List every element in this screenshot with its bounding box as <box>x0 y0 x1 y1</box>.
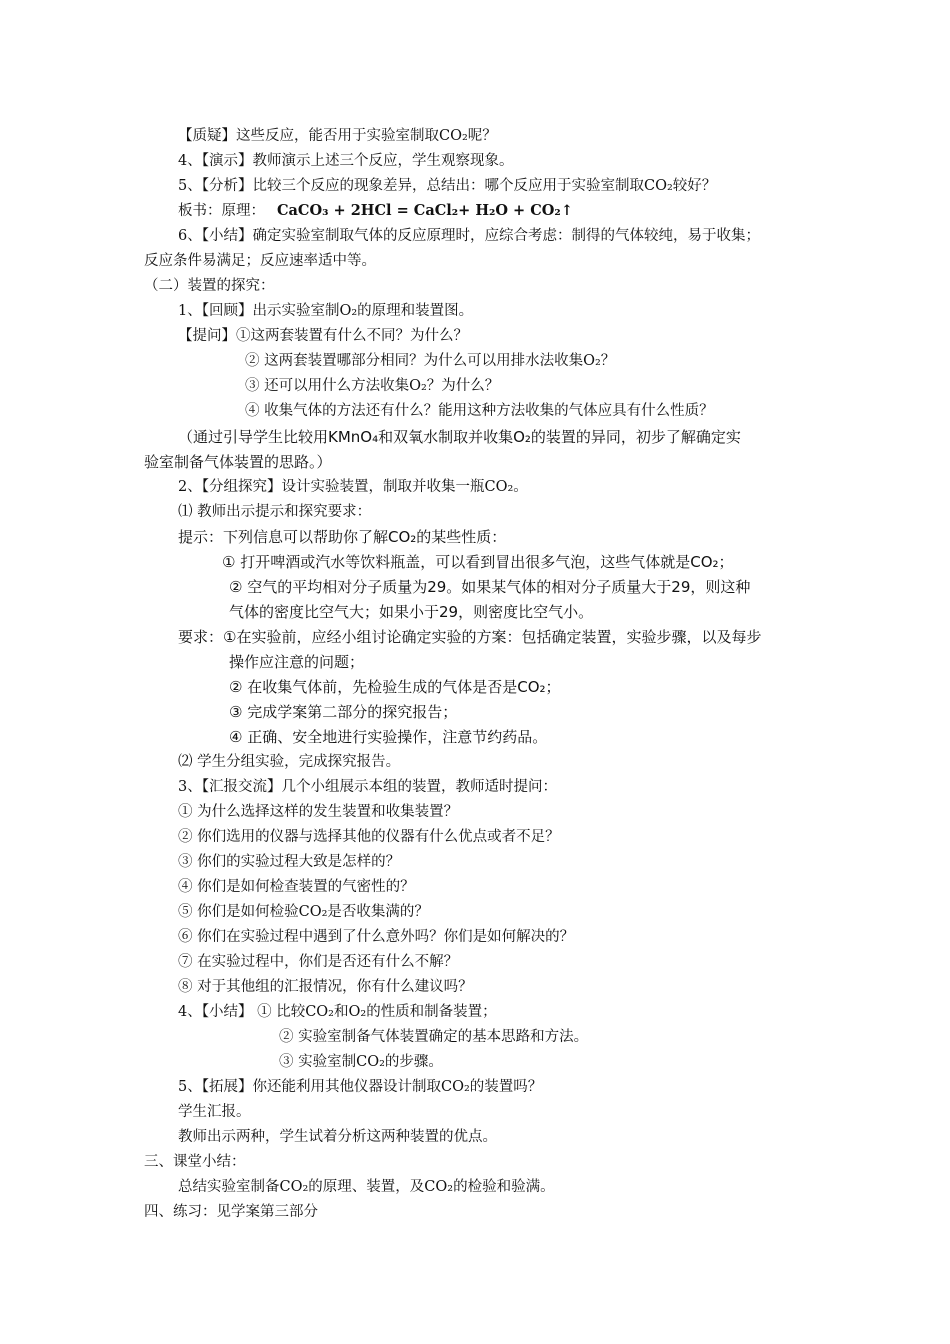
text-line: ① 为什么选择这样的发生装置和收集装置？ <box>178 804 459 820</box>
text-line: 要求：①在实验前，应经小组讨论确定实验的方案：包括确定装置，实验步骤，以及每步 <box>178 628 762 646</box>
text-line: 2、【分组探究】设计实验装置，制取并收集一瓶CO₂。 <box>178 479 528 495</box>
text-line: ⑧ 对于其他组的汇报情况，你有什么建议吗？ <box>178 979 473 995</box>
text-line: 板书：原理： <box>178 203 265 219</box>
section-heading: 四、练习：见学案第三部分 <box>144 1204 318 1220</box>
text-line: 学生汇报。 <box>178 1104 251 1120</box>
section-heading: 三、课堂小结： <box>144 1154 246 1170</box>
chemical-equation: CaCO₃ + 2HCl = CaCl₂+ H₂O + CO₂↑ <box>277 202 573 219</box>
text-line: 6、【小结】确定实验室制取气体的反应原理时，应综合考虑：制得的气体较纯，易于收集； <box>178 228 760 244</box>
text-line: ⑥ 你们在实验过程中遇到了什么意外吗？你们是如何解决的？ <box>178 929 575 945</box>
text-line: ① 打开啤酒或汽水等饮料瓶盖，可以看到冒出很多气泡，这些气体就是CO₂； <box>222 553 734 571</box>
text-line: ⑵ 学生分组实验，完成探究报告。 <box>178 754 401 770</box>
text-line: ② 空气的平均相对分子质量为29。如果某气体的相对分子质量大于29，则这种 <box>229 578 751 596</box>
text-line: ④ 正确、安全地进行实验操作，注意节约药品。 <box>229 728 548 746</box>
text-line: 3、【汇报交流】几个小组展示本组的装置，教师适时提问： <box>178 779 557 795</box>
text-line: 【质疑】这些反应，能否用于实验室制取CO₂呢？ <box>178 128 497 144</box>
text-line: 反应条件易满足；反应速率适中等。 <box>144 253 376 269</box>
section-heading: （二）装置的探究： <box>144 278 275 294</box>
text-line: ③ 完成学案第二部分的探究报告； <box>229 703 458 721</box>
text-line: 教师出示两种，学生试着分析这两种装置的优点。 <box>178 1129 497 1145</box>
text-line: ③ 实验室制CO₂的步骤。 <box>279 1054 443 1070</box>
text-line: ② 你们选用的仪器与选择其他的仪器有什么优点或者不足？ <box>178 829 560 845</box>
text-line: （通过引导学生比较用KMnO₄和双氧水制取并收集O₂的装置的异同，初步了解确定实 <box>178 428 741 446</box>
text-line: 验室制备气体装置的思路。） <box>144 453 332 471</box>
text-line: ② 这两套装置哪部分相同？为什么可以用排水法收集O₂？ <box>245 353 616 369</box>
text-line: ⑴ 教师出示提示和探究要求： <box>178 504 372 520</box>
text-line: ④ 收集气体的方法还有什么？能用这种方法收集的气体应具有什么性质？ <box>245 403 714 419</box>
text-line: 5、【拓展】你还能利用其他仪器设计制取CO₂的装置吗？ <box>178 1079 543 1095</box>
text-line: 提示：下列信息可以帮助你了解CO₂的某些性质： <box>178 528 507 546</box>
text-line: ② 在收集气体前，先检验生成的气体是否是CO₂； <box>229 678 561 696</box>
text-line: 5、【分析】比较三个反应的现象差异，总结出：哪个反应用于实验室制取CO₂较好？ <box>178 178 717 194</box>
text-line: ③ 你们的实验过程大致是怎样的？ <box>178 854 401 870</box>
text-line: 4、【演示】教师演示上述三个反应，学生观察现象。 <box>178 153 514 169</box>
text-line: ⑦ 在实验过程中，你们是否还有什么不解？ <box>178 954 459 970</box>
text-line: ④ 你们是如何检查装置的气密性的？ <box>178 879 415 895</box>
text-line: ⑤ 你们是如何检验CO₂是否收集满的？ <box>178 904 429 920</box>
text-line: 4、【小结】 ① 比较CO₂和O₂的性质和制备装置； <box>178 1004 497 1020</box>
text-line: 气体的密度比空气大；如果小于29，则密度比空气小。 <box>229 603 594 621</box>
text-line: 操作应注意的问题； <box>229 653 365 671</box>
text-line: ② 实验室制备气体装置确定的基本思路和方法。 <box>279 1029 589 1045</box>
text-line: 1、【回顾】出示实验室制O₂的原理和装置图。 <box>178 303 474 319</box>
text-line: ③ 还可以用什么方法收集O₂？为什么？ <box>245 378 500 394</box>
text-line: 总结实验室制备CO₂的原理、装置，及CO₂的检验和验满。 <box>178 1179 555 1195</box>
text-line: 【提问】①这两套装置有什么不同？为什么？ <box>178 328 468 344</box>
